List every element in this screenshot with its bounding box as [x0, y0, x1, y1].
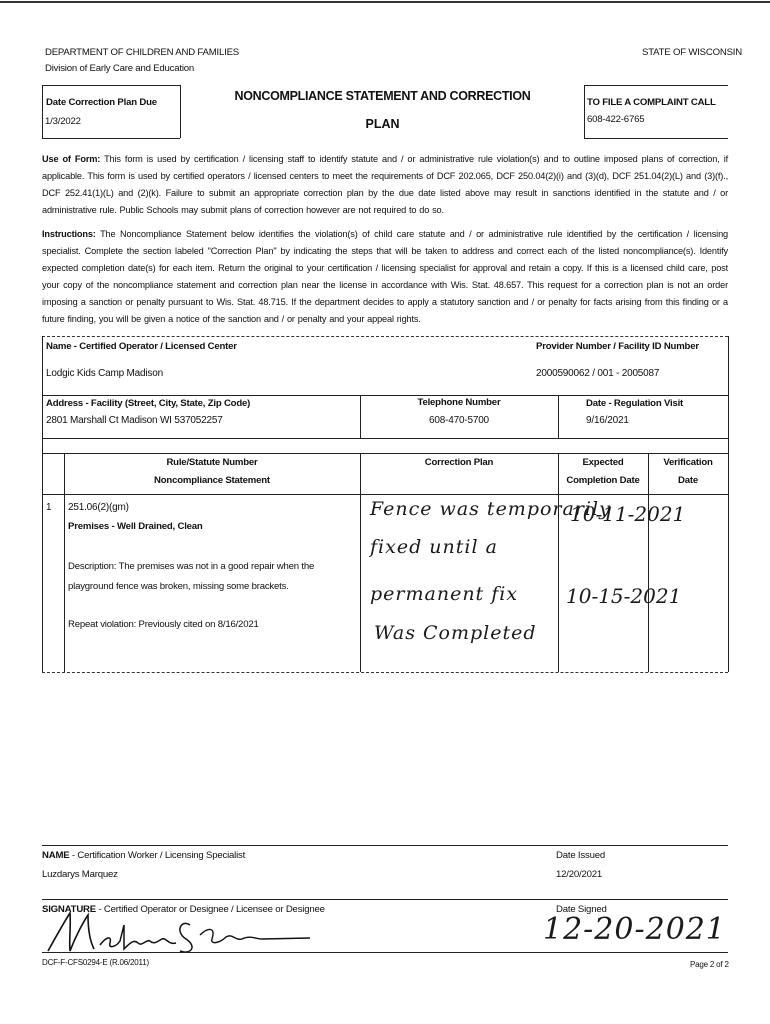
correction-plan-line3: permanent fix [370, 583, 519, 605]
description-line1: Description: The premises was not in a good repair when the [68, 561, 315, 572]
specialist-name-label-bold: NAME [42, 850, 70, 861]
department-name: DEPARTMENT OF CHILDREN AND FAMILIES [45, 47, 239, 58]
instructions-label: Instructions: [42, 229, 96, 239]
instructions-paragraph [42, 226, 728, 328]
address-value: 2801 Marshall Ct Madison WI 537052257 [46, 415, 223, 426]
complaint-phone: 608-422-6765 [587, 114, 645, 125]
col-header-completion-date: Completion Date [566, 475, 640, 486]
operator-name-label: Name - Certified Operator / Licensed Center [46, 341, 237, 352]
date-signed-value: 12-20-2021 [543, 912, 726, 947]
correction-plan-line4: Was Completed [374, 622, 537, 644]
signature-label-rest: - Certified Operator or Designee / Licensee or Designee [96, 904, 325, 915]
col-header-rule: Rule/Statute Number [166, 457, 258, 468]
telephone-value: 608-470-5700 [429, 415, 489, 426]
specialist-name-label [42, 850, 245, 861]
provider-number-value: 2000590062 / 001 - 2005087 [536, 368, 660, 379]
instructions-text: The Noncompliance Statement below identifies the violation(s) of child care statute and / or administrative rule identified by the certification / licensing specialist. Complete the section labeled "Correction Plan" by indicating the steps that will be taken to address and correct each of the listed noncompliance(s). Identify expected completion date(s) for each item. Return the original to your certification / licensing specialist for approval and retain a copy. If this is a licensed child care, post your copy of the noncompliance statement and correction plan near the license in accordance with Wis. Stat. 48.657. This request for a correction plan is not an order imposing a sanction or penalty pursuant to Wis. Stat. 48.715. If the department decides to apply a statutory sanction and / or penalty for facts arising from this finding or a future finding, you will be given a notice of the sanction and / or penalty and your appeal rights. [42, 229, 728, 324]
due-date-value: 1/3/2022 [45, 116, 81, 127]
use-of-form-paragraph [42, 151, 728, 219]
col-header-correction-plan: Correction Plan [424, 457, 494, 468]
form-number: DCF-F-CFS0294-E (R.06/2011) [42, 958, 149, 967]
page-number: Page 2 of 2 [690, 960, 729, 969]
scan-edge [0, 1, 770, 3]
expected-date-2: 10-15-2021 [566, 584, 682, 608]
row-number: 1 [46, 502, 52, 513]
correction-plan-line2: fixed until a [370, 536, 498, 558]
col-header-verification-date: Date [678, 475, 698, 486]
date-issued-label: Date Issued [556, 850, 605, 861]
repeat-violation: Repeat violation: Previously cited on 8/16/2021 [68, 619, 259, 630]
correction-plan-line1: Fence was temporarily [370, 498, 611, 520]
description-line2: playground fence was broken, missing some brackets. [68, 581, 289, 592]
col-header-verification: Verification [663, 457, 713, 468]
form-title-line1: NONCOMPLIANCE STATEMENT AND CORRECTION [234, 89, 531, 103]
col-header-noncompliance: Noncompliance Statement [154, 475, 270, 486]
division-name: Division of Early Care and Education [45, 63, 195, 74]
operator-name-value: Lodgic Kids Camp Madison [46, 368, 163, 379]
use-of-form-label: Use of Form: [42, 154, 101, 164]
visit-date-label: Date - Regulation Visit [586, 398, 684, 409]
visit-date-value: 9/16/2021 [586, 415, 629, 426]
complaint-label: TO FILE A COMPLAINT CALL [587, 97, 716, 108]
telephone-label: Telephone Number [417, 397, 501, 408]
signature-label-bold: SIGNATURE [42, 904, 96, 915]
use-of-form-text: This form is used by certification / licensing staff to identify statute and / or administrative rule violation(s) and to outline imposed plans of correction, if applicable. This form is used by certified operators / licensed centers to meet the requirements of DCF 202.065, DCF 250.04(2)(i) and (3)(d), DCF 251.04(2)(L) and (3)(f)., DCF 252.41(1)(L) and (2)(k). Failure to submit an appropriate correction plan by the due date listed above may result in sanctions identified in the statute and / or administrative rule. Public Schools may submit plans of correction however are not required to do so. [42, 154, 728, 215]
specialist-name-value: Luzdarys Marquez [42, 869, 118, 880]
rule-number: 251.06(2)(gm) [68, 502, 129, 513]
date-issued-value: 12/20/2021 [556, 869, 603, 880]
col-header-expected: Expected [582, 457, 624, 468]
expected-date-1: 10-11-2021 [570, 502, 686, 526]
date-signed-label: Date Signed [556, 904, 607, 915]
rule-title: Premises - Well Drained, Clean [68, 521, 203, 532]
specialist-name-label-rest: - Certification Worker / Licensing Specialist [69, 850, 246, 861]
address-label: Address - Facility (Street, City, State, Zip Code) [46, 398, 251, 409]
form-title-line2: PLAN [365, 117, 400, 131]
due-date-label: Date Correction Plan Due [46, 97, 157, 108]
state-name: STATE OF WISCONSIN [642, 47, 742, 58]
provider-number-label: Provider Number / Facility ID Number [536, 341, 699, 352]
